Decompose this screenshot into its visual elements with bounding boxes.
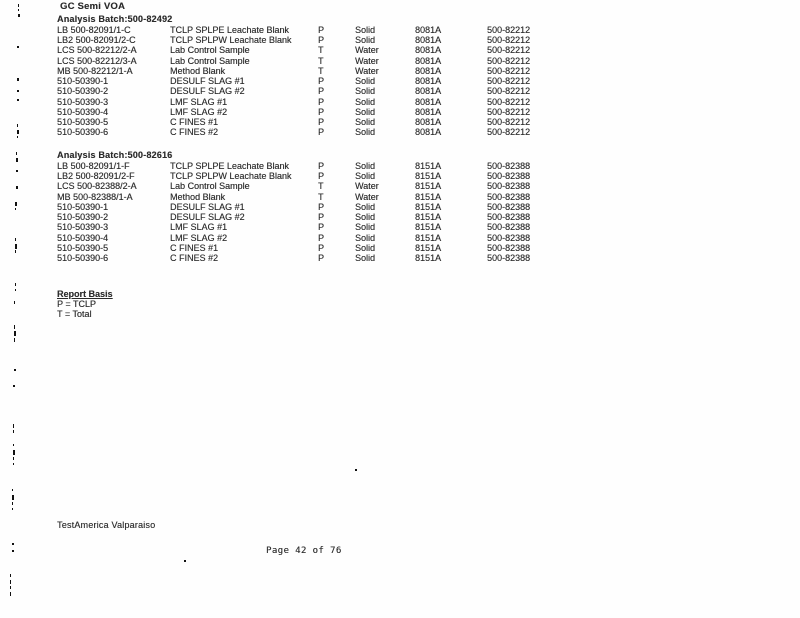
- cell-method: 8151A: [415, 160, 442, 171]
- scan-speck: [12, 495, 14, 500]
- batch-1-header: Analysis Batch:500-82492: [57, 14, 173, 24]
- report-basis-title: Report Basis: [57, 289, 113, 299]
- cell-method: 8081A: [415, 86, 442, 97]
- cell-matrix: Solid: [355, 222, 376, 233]
- cell-basis: P: [318, 127, 325, 138]
- analysis-batch-2: [57, 150, 530, 263]
- cell-method: 8151A: [415, 171, 442, 182]
- footer-lab-name: TestAmerica Valparaiso: [57, 520, 156, 530]
- cell-lab-sample-id: 510-50390-1: [57, 76, 109, 87]
- report-basis-legend: [57, 289, 113, 320]
- table-row: [57, 35, 530, 45]
- scan-speck: [16, 158, 18, 162]
- scan-speck: [15, 250, 16, 253]
- scan-speck: [13, 463, 14, 465]
- cell-lab-sample-id: 510-50390-4: [57, 232, 109, 243]
- cell-prep-batch: 500-82212: [487, 55, 531, 66]
- cell-prep-batch: 500-82212: [487, 35, 531, 46]
- cell-basis: P: [318, 242, 325, 253]
- scan-speck: [17, 136, 18, 138]
- scan-speck: [184, 560, 186, 562]
- cell-lab-sample-id: LB 500-82091/1-F: [57, 160, 130, 171]
- cell-client-sample-id: DESULF SLAG #2: [170, 212, 245, 223]
- scan-speck: [15, 208, 16, 210]
- cell-basis: P: [318, 171, 325, 182]
- batch-2-header: Analysis Batch:500-82616: [57, 150, 173, 160]
- cell-client-sample-id: LMF SLAG #1: [170, 222, 228, 233]
- cell-matrix: Water: [355, 181, 379, 192]
- cell-lab-sample-id: MB 500-82212/1-A: [57, 65, 133, 76]
- cell-method: 8151A: [415, 253, 442, 264]
- cell-method: 8081A: [415, 65, 442, 76]
- cell-client-sample-id: DESULF SLAG #1: [170, 201, 245, 212]
- table-row: [57, 76, 530, 86]
- cell-method: 8151A: [415, 191, 442, 202]
- scan-speck: [13, 385, 15, 387]
- cell-lab-sample-id: 510-50390-3: [57, 96, 109, 107]
- cell-basis: P: [318, 160, 325, 171]
- scan-speck: [14, 369, 16, 371]
- scan-speck: [18, 9, 19, 11]
- scan-speck: [15, 289, 16, 291]
- cell-matrix: Water: [355, 45, 379, 56]
- cell-prep-batch: 500-82388: [487, 212, 531, 223]
- cell-method: 8151A: [415, 201, 442, 212]
- table-row: [57, 192, 530, 202]
- scan-speck: [15, 238, 16, 241]
- cell-prep-batch: 500-82388: [487, 201, 531, 212]
- cell-method: 8081A: [415, 117, 442, 128]
- table-row: [57, 66, 530, 76]
- scan-speck: [14, 338, 15, 342]
- cell-prep-batch: 500-82388: [487, 181, 531, 192]
- cell-matrix: Water: [355, 55, 379, 66]
- cell-basis: P: [318, 201, 325, 212]
- cell-basis: P: [318, 24, 325, 35]
- table-row: [57, 181, 530, 191]
- cell-lab-sample-id: LB 500-82091/1-C: [57, 24, 131, 35]
- scan-speck: [15, 283, 16, 286]
- cell-method: 8081A: [415, 76, 442, 87]
- cell-prep-batch: 500-82212: [487, 24, 531, 35]
- footer-page-number: Page 42 of 76: [266, 546, 342, 556]
- cell-basis: T: [318, 191, 324, 202]
- scan-speck: [13, 450, 15, 455]
- cell-client-sample-id: DESULF SLAG #1: [170, 76, 245, 87]
- cell-client-sample-id: DESULF SLAG #2: [170, 86, 245, 97]
- cell-method: 8151A: [415, 242, 442, 253]
- table-row: [57, 107, 530, 117]
- cell-lab-sample-id: 510-50390-3: [57, 222, 109, 233]
- cell-prep-batch: 500-82388: [487, 171, 531, 182]
- cell-matrix: Water: [355, 65, 379, 76]
- cell-matrix: Solid: [355, 76, 376, 87]
- cell-lab-sample-id: LCS 500-82212/2-A: [57, 45, 137, 56]
- cell-matrix: Solid: [355, 201, 376, 212]
- cell-basis: T: [318, 65, 324, 76]
- cell-basis: P: [318, 117, 325, 128]
- scan-speck: [18, 4, 19, 7]
- cell-client-sample-id: TCLP SPLPW Leachate Blank: [170, 171, 292, 182]
- cell-client-sample-id: TCLP SPLPE Leachate Blank: [170, 24, 289, 35]
- cell-prep-batch: 500-82388: [487, 191, 531, 202]
- scan-speck: [12, 502, 13, 505]
- cell-basis: P: [318, 86, 325, 97]
- table-row: [57, 171, 530, 181]
- cell-client-sample-id: Method Blank: [170, 191, 226, 202]
- cell-lab-sample-id: 510-50390-6: [57, 127, 109, 138]
- section-title: GC Semi VOA: [60, 1, 126, 12]
- cell-basis: P: [318, 253, 325, 264]
- cell-basis: P: [318, 232, 325, 243]
- cell-prep-batch: 500-82212: [487, 96, 531, 107]
- table-row: [57, 243, 530, 253]
- cell-matrix: Solid: [355, 171, 376, 182]
- cell-client-sample-id: LMF SLAG #2: [170, 232, 228, 243]
- table-row: [57, 202, 530, 212]
- table-row: [57, 212, 530, 222]
- cell-method: 8081A: [415, 45, 442, 56]
- cell-prep-batch: 500-82388: [487, 242, 531, 253]
- cell-matrix: Solid: [355, 232, 376, 243]
- cell-basis: P: [318, 96, 325, 107]
- cell-basis: P: [318, 222, 325, 233]
- cell-basis: P: [318, 212, 325, 223]
- cell-matrix: Solid: [355, 160, 376, 171]
- cell-basis: P: [318, 106, 325, 117]
- cell-client-sample-id: C FINES #2: [170, 253, 219, 264]
- cell-client-sample-id: TCLP SPLPW Leachate Blank: [170, 35, 292, 46]
- scan-speck: [13, 444, 14, 446]
- table-row: [57, 222, 530, 232]
- cell-lab-sample-id: MB 500-82388/1-A: [57, 191, 133, 202]
- cell-basis: T: [318, 45, 324, 56]
- cell-lab-sample-id: 510-50390-2: [57, 212, 109, 223]
- cell-method: 8081A: [415, 96, 442, 107]
- cell-client-sample-id: Lab Control Sample: [170, 55, 250, 66]
- cell-prep-batch: 500-82388: [487, 222, 531, 233]
- cell-lab-sample-id: LCS 500-82388/2-A: [57, 181, 137, 192]
- scan-speck: [12, 550, 14, 552]
- table-row: [57, 56, 530, 66]
- table-row: [57, 117, 530, 127]
- scan-speck: [17, 99, 19, 101]
- scan-speck: [13, 457, 14, 460]
- scan-speck: [12, 543, 14, 545]
- cell-matrix: Solid: [355, 242, 376, 253]
- cell-basis: T: [318, 181, 324, 192]
- scan-speck: [12, 489, 13, 491]
- cell-prep-batch: 500-82212: [487, 127, 531, 138]
- cell-prep-batch: 500-82388: [487, 232, 531, 243]
- scan-speck: [16, 170, 18, 172]
- scan-speck: [16, 152, 17, 155]
- scan-speck: [17, 124, 18, 127]
- scan-speck: [14, 331, 16, 336]
- cell-lab-sample-id: LCS 500-82212/3-A: [57, 55, 137, 66]
- report-basis-entry-t: T = Total: [57, 309, 92, 320]
- table-row: [57, 25, 530, 35]
- report-basis-entry-p: P = TCLP: [57, 299, 96, 310]
- table-row: [57, 127, 530, 137]
- cell-client-sample-id: C FINES #1: [170, 242, 219, 253]
- batch-1-rows: [57, 25, 530, 138]
- scan-speck: [17, 46, 19, 48]
- cell-matrix: Solid: [355, 117, 376, 128]
- cell-client-sample-id: C FINES #1: [170, 117, 219, 128]
- cell-client-sample-id: TCLP SPLPE Leachate Blank: [170, 160, 289, 171]
- cell-prep-batch: 500-82388: [487, 253, 531, 264]
- scan-speck: [15, 244, 17, 249]
- cell-prep-batch: 500-82212: [487, 86, 531, 97]
- scan-speck: [14, 301, 15, 304]
- cell-lab-sample-id: 510-50390-5: [57, 242, 109, 253]
- cell-prep-batch: 500-82212: [487, 106, 531, 117]
- cell-client-sample-id: Lab Control Sample: [170, 45, 250, 56]
- analysis-batch-1: [57, 14, 530, 138]
- cell-matrix: Solid: [355, 106, 376, 117]
- scan-speck: [17, 78, 19, 81]
- scan-speck: [10, 580, 11, 584]
- cell-method: 8081A: [415, 35, 442, 46]
- cell-method: 8151A: [415, 212, 442, 223]
- cell-method: 8081A: [415, 55, 442, 66]
- table-row: [57, 233, 530, 243]
- cell-basis: T: [318, 55, 324, 66]
- scan-speck: [355, 469, 357, 471]
- scan-speck: [10, 592, 11, 596]
- cell-lab-sample-id: LB2 500-82091/2-F: [57, 171, 135, 182]
- cell-method: 8081A: [415, 24, 442, 35]
- cell-matrix: Solid: [355, 24, 376, 35]
- table-row: [57, 86, 530, 96]
- scan-speck: [15, 202, 17, 206]
- table-row: [57, 97, 530, 107]
- cell-matrix: Water: [355, 191, 379, 202]
- table-row: [57, 161, 530, 171]
- cell-client-sample-id: Method Blank: [170, 65, 226, 76]
- cell-lab-sample-id: 510-50390-5: [57, 117, 109, 128]
- cell-client-sample-id: LMF SLAG #1: [170, 96, 228, 107]
- scan-speck: [17, 90, 19, 92]
- cell-lab-sample-id: 510-50390-6: [57, 253, 109, 264]
- cell-method: 8151A: [415, 222, 442, 233]
- cell-method: 8151A: [415, 181, 442, 192]
- cell-prep-batch: 500-82212: [487, 76, 531, 87]
- scan-speck: [13, 430, 14, 433]
- cell-basis: P: [318, 76, 325, 87]
- cell-lab-sample-id: 510-50390-1: [57, 201, 109, 212]
- cell-lab-sample-id: LB2 500-82091/2-C: [57, 35, 136, 46]
- cell-matrix: Solid: [355, 212, 376, 223]
- cell-method: 8081A: [415, 127, 442, 138]
- scan-speck: [10, 586, 11, 589]
- cell-method: 8151A: [415, 232, 442, 243]
- cell-lab-sample-id: 510-50390-4: [57, 106, 109, 117]
- table-row: [57, 45, 530, 55]
- cell-lab-sample-id: 510-50390-2: [57, 86, 109, 97]
- cell-matrix: Solid: [355, 96, 376, 107]
- scan-speck: [13, 424, 14, 428]
- cell-matrix: Solid: [355, 253, 376, 264]
- cell-client-sample-id: Lab Control Sample: [170, 181, 250, 192]
- scan-speck: [10, 574, 11, 577]
- cell-basis: P: [318, 35, 325, 46]
- scan-speck: [17, 130, 19, 134]
- cell-matrix: Solid: [355, 35, 376, 46]
- scan-speck: [14, 325, 15, 329]
- cell-matrix: Solid: [355, 86, 376, 97]
- batch-2-rows: [57, 161, 530, 264]
- cell-prep-batch: 500-82212: [487, 117, 531, 128]
- cell-prep-batch: 500-82212: [487, 65, 531, 76]
- cell-matrix: Solid: [355, 127, 376, 138]
- cell-client-sample-id: C FINES #2: [170, 127, 219, 138]
- scan-speck: [12, 508, 13, 510]
- cell-client-sample-id: LMF SLAG #2: [170, 106, 228, 117]
- cell-prep-batch: 500-82212: [487, 45, 531, 56]
- cell-prep-batch: 500-82388: [487, 160, 531, 171]
- scan-speck: [18, 14, 20, 17]
- scan-speck: [16, 186, 18, 189]
- cell-method: 8081A: [415, 106, 442, 117]
- table-row: [57, 253, 530, 263]
